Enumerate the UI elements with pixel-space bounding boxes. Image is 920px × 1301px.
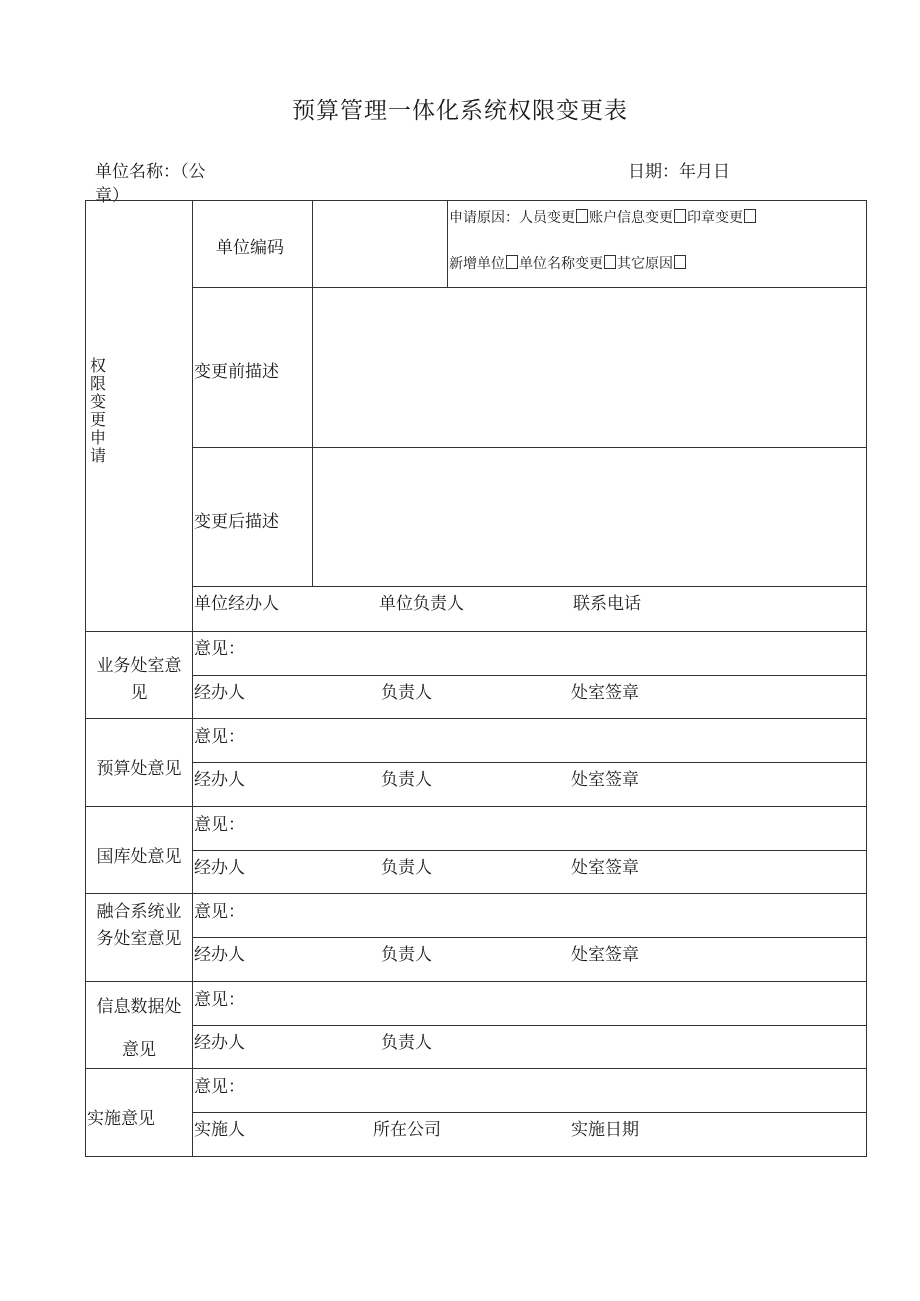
divider xyxy=(447,200,448,287)
divider xyxy=(192,675,867,676)
divider xyxy=(85,806,867,807)
responsible-label: 负责人 xyxy=(381,1033,432,1053)
divider xyxy=(192,1112,867,1113)
divider xyxy=(85,893,867,894)
divider xyxy=(192,850,867,851)
unit-handler-label: 单位经办人 xyxy=(194,594,279,614)
handler-label: 经办人 xyxy=(194,945,245,965)
divider xyxy=(192,762,867,763)
divider xyxy=(192,1025,867,1026)
before-change-label: 变更前描述 xyxy=(194,362,279,382)
checkbox-new-unit[interactable] xyxy=(506,255,518,269)
checkbox-other-reason[interactable] xyxy=(674,255,686,269)
contact-phone-label: 联系电话 xyxy=(573,594,641,614)
opinion-label: 意见： xyxy=(194,902,245,922)
treasury-dept-opinion-label: 国库处意见 xyxy=(96,847,182,867)
divider xyxy=(192,586,867,587)
reason-line-1: 申请原因：人员变更 账户信息变更 印章变更 xyxy=(449,207,757,227)
divider xyxy=(85,718,867,719)
handler-label: 经办人 xyxy=(194,683,245,703)
divider xyxy=(192,287,867,288)
handler-label: 经办人 xyxy=(194,1033,245,1053)
opinion-label: 意见： xyxy=(194,639,245,659)
dept-seal-label: 处室签章 xyxy=(571,683,639,703)
after-change-label: 变更后描述 xyxy=(194,512,279,532)
budget-dept-opinion-label: 预算处意见 xyxy=(96,759,182,779)
checkbox-seal-change[interactable] xyxy=(744,209,756,223)
after-change-field[interactable] xyxy=(315,450,865,584)
business-dept-opinion-label: 业务处室意 见 xyxy=(96,656,182,703)
request-section-label: 权 限 变 更 申 请 xyxy=(90,356,107,465)
page-title: 预算管理一体化系统权限变更表 xyxy=(292,98,628,124)
divider xyxy=(85,981,867,982)
divider xyxy=(85,631,867,632)
reason-line-2: 新增单位 单位名称变更 其它原因 xyxy=(449,253,687,273)
dept-seal-label: 处室签章 xyxy=(571,770,639,790)
divider xyxy=(192,200,193,1157)
handler-label: 经办人 xyxy=(194,858,245,878)
handler-label: 经办人 xyxy=(194,770,245,790)
opinion-label: 意见： xyxy=(194,727,245,747)
dept-seal-label: 处室签章 xyxy=(571,858,639,878)
divider xyxy=(192,447,867,448)
implementation-opinion-label: 实施意见 xyxy=(87,1109,155,1129)
divider xyxy=(192,937,867,938)
unit-name-wrap: 章） xyxy=(95,186,129,206)
unit-name-label: 单位名称：（公 xyxy=(95,162,206,182)
unit-code-label: 单位编码 xyxy=(216,238,284,258)
opinion-label: 意见： xyxy=(194,1077,245,1097)
checkbox-unit-name-change[interactable] xyxy=(604,255,616,269)
divider xyxy=(312,200,313,586)
unit-code-field[interactable] xyxy=(315,205,445,285)
integration-dept-opinion-label: 融合系统业 务处室意见 xyxy=(96,902,182,949)
checkbox-personnel-change[interactable] xyxy=(576,209,588,223)
divider xyxy=(85,1068,867,1069)
responsible-label: 负责人 xyxy=(381,770,432,790)
responsible-label: 负责人 xyxy=(381,683,432,703)
implementer-label: 实施人 xyxy=(194,1120,245,1140)
opinion-label: 意见： xyxy=(194,990,245,1010)
opinion-label: 意见： xyxy=(194,815,245,835)
before-change-field[interactable] xyxy=(315,290,865,445)
dept-seal-label: 处室签章 xyxy=(571,945,639,965)
unit-responsible-label: 单位负责人 xyxy=(379,594,464,614)
date-label: 日期：年月日 xyxy=(628,162,730,182)
responsible-label: 负责人 xyxy=(381,858,432,878)
company-label: 所在公司 xyxy=(373,1120,441,1140)
responsible-label: 负责人 xyxy=(381,945,432,965)
implementation-date-label: 实施日期 xyxy=(571,1120,639,1140)
info-data-dept-opinion-label: 信息数据处 意见 xyxy=(96,997,182,1060)
checkbox-account-change[interactable] xyxy=(674,209,686,223)
